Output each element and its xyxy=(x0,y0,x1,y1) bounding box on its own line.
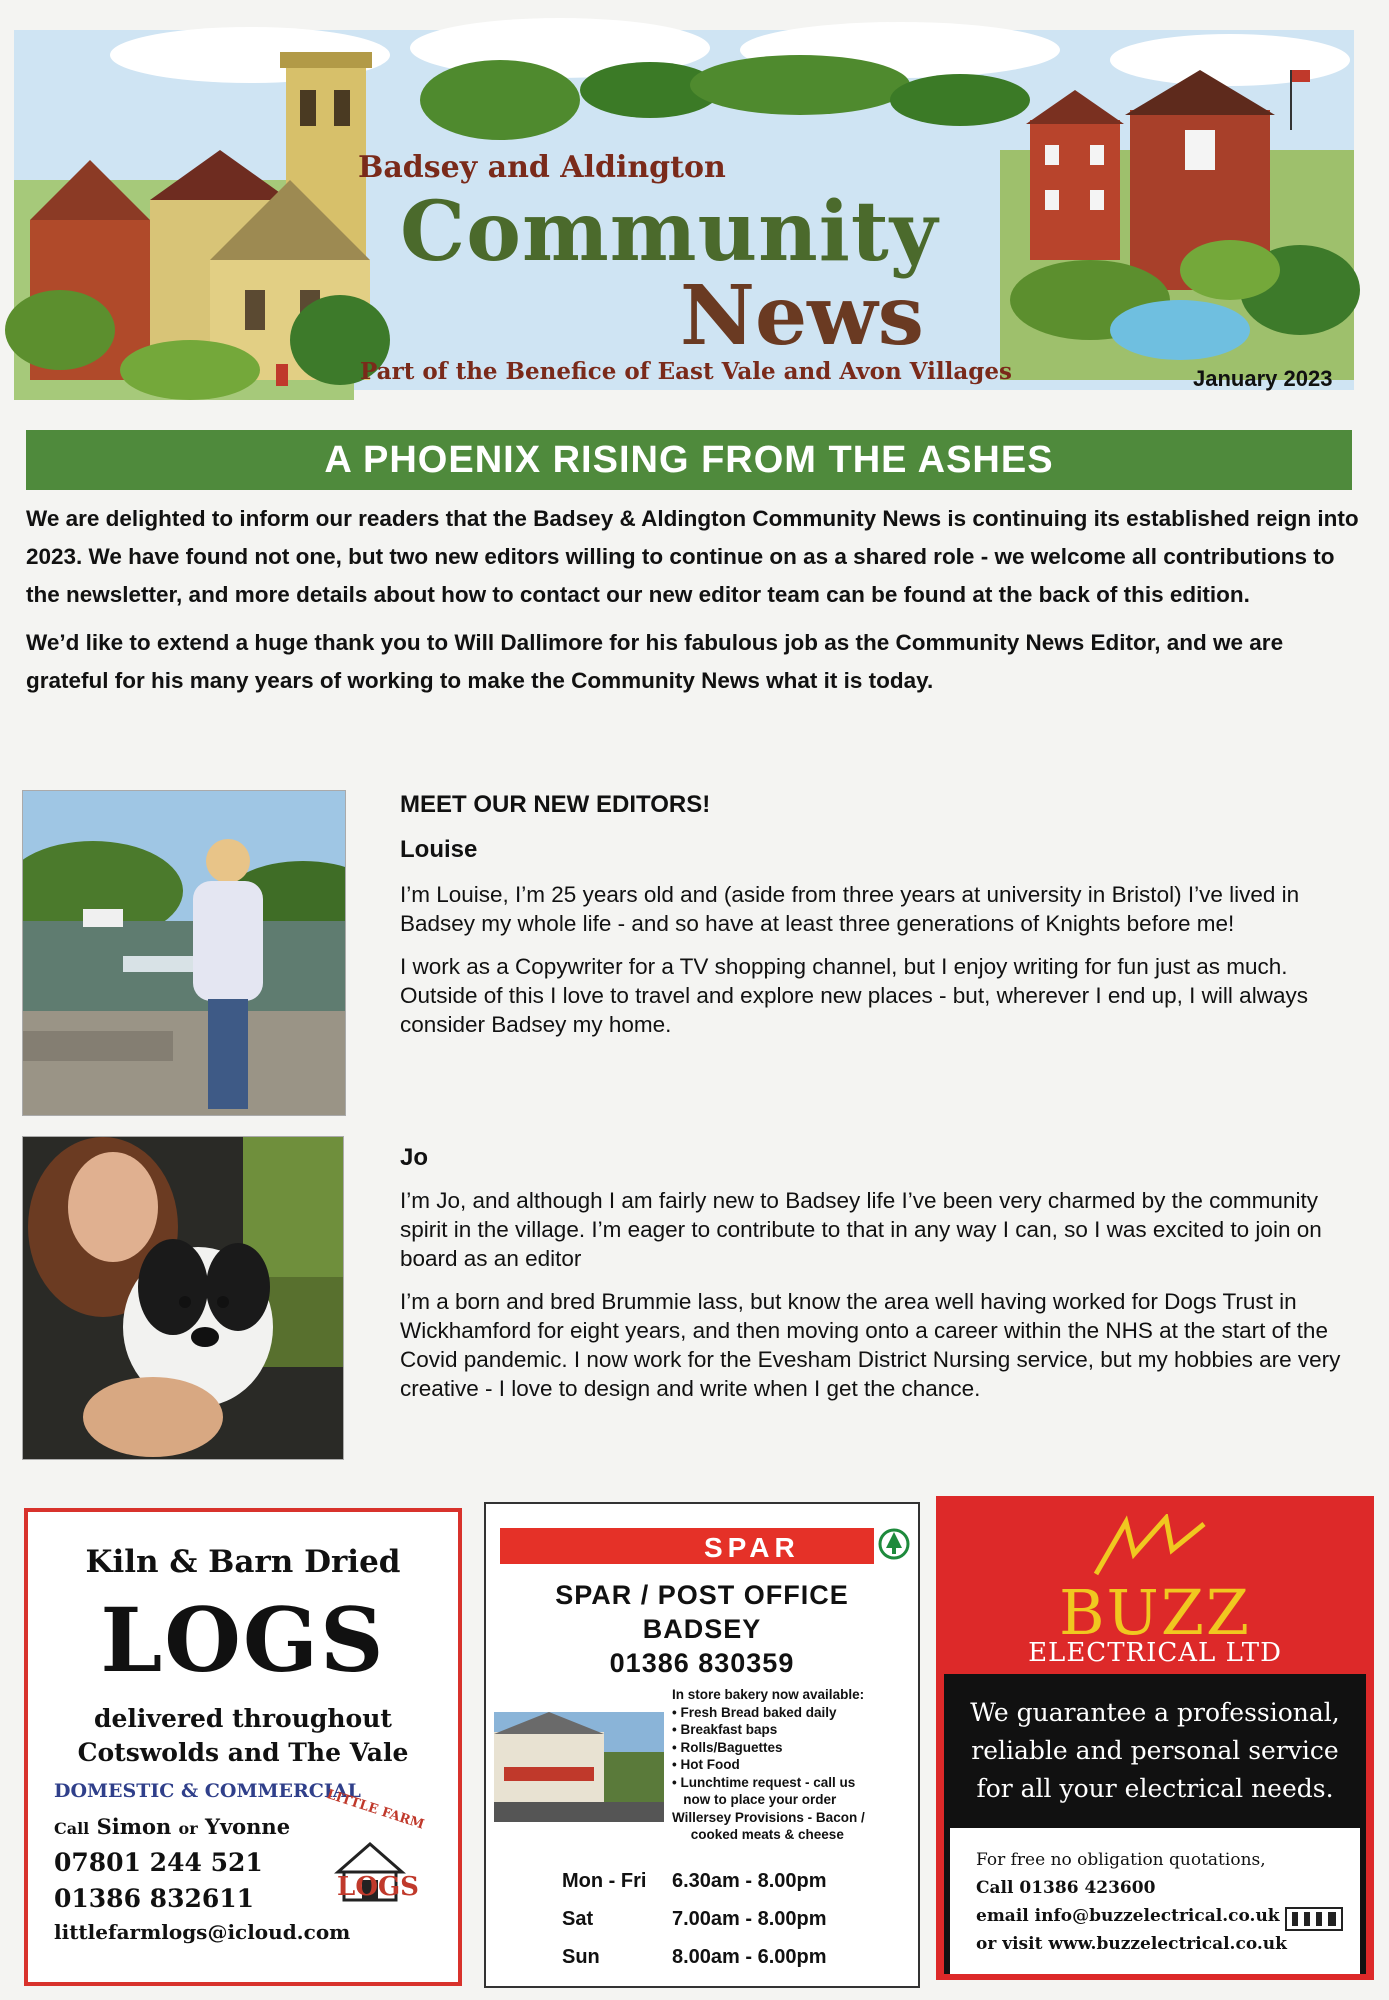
spar-phone: 01386 830359 xyxy=(609,1648,795,1678)
jo-name: Jo xyxy=(400,1144,429,1171)
masthead xyxy=(0,0,1389,420)
hours-row xyxy=(562,1862,827,1900)
lightning-icon xyxy=(1086,1514,1226,1584)
buzz-guarantee-line: We guarantee a professional, xyxy=(970,1698,1340,1727)
jo-paragraph: I’m a born and bred Brummie lass, but know the area well having worked for Dogs Trust in Wickhamford for eight years, and then moving onto a career within the NHS at the start of the Covid pandemic. I now work for the Evesham District Nursing service, but my hobbies are very creative - I love to design and write when I get the chance. xyxy=(400,1289,1341,1401)
spar-list-item: • Fresh Bread baked daily xyxy=(672,1704,837,1720)
spar-list-item: • Breakfast baps xyxy=(672,1722,778,1737)
logs-kiln-text: Kiln & Barn Dried xyxy=(85,1544,401,1580)
hours-day: Sat xyxy=(562,1908,594,1930)
hours-row xyxy=(562,1938,827,1976)
jo-paragraph: I’m Jo, and although I am fairly new to Badsey life I’ve been very charmed by the community spirit in the village. I’m eager to contribute to that in any way I can, so I was excited to join on board as an editor xyxy=(400,1188,1322,1271)
logs-name-yvonne: Yvonne xyxy=(204,1814,291,1839)
spar-opening-hours xyxy=(562,1862,827,1976)
masthead-title-news: News xyxy=(680,268,924,364)
logs-call-line xyxy=(54,1814,290,1839)
spar-place: BADSEY xyxy=(642,1614,762,1644)
logs-delivery-line: Cotswolds and The Vale xyxy=(77,1738,409,1767)
hours-time: 8.00am - 6.00pm xyxy=(672,1946,827,1968)
spar-tree-icon xyxy=(878,1524,910,1564)
louise-photo xyxy=(22,790,346,1116)
logs-name-simon: Simon xyxy=(96,1814,172,1839)
logs-delivery-line: delivered throughout xyxy=(94,1704,392,1733)
louise-name: Louise xyxy=(400,836,478,863)
logs-big-text: LOGS xyxy=(100,1588,386,1692)
spar-list-item: cooked meats & cheese xyxy=(672,1827,844,1842)
buzz-contact-panel xyxy=(950,1828,1360,1974)
buzz-advert xyxy=(936,1496,1374,1980)
intro-paragraph: We are delighted to inform our readers that the Badsey & Aldington Community News is continuing its established reign into 2023. We have found not one, but two new editors willing to continue on as a shared role - we welcome all contributions to the newsletter, and more details about how to contact our new editor team can be found at the back of this edition. xyxy=(26,506,1359,607)
niceic-logo-icon xyxy=(1284,1902,1344,1946)
editors-heading: MEET OUR NEW EDITORS! xyxy=(400,791,711,818)
jo-section xyxy=(400,1143,1370,1417)
jo-photo xyxy=(22,1136,344,1460)
spar-bakery-list xyxy=(672,1686,912,1844)
logs-delivery-text xyxy=(28,1702,458,1770)
spar-list-item: • Lunchtime request - call us xyxy=(672,1774,856,1790)
spar-list-item: now to place your order xyxy=(672,1792,837,1807)
spar-red-bar xyxy=(500,1528,874,1564)
masthead-benefice: Part of the Benefice of East Vale and Avon Villages xyxy=(360,358,1012,385)
little-farm-text: LITTLE FARM xyxy=(324,1787,426,1833)
intro-text xyxy=(26,500,1362,710)
logs-call-label: Call xyxy=(54,1819,90,1838)
logs-advert xyxy=(24,1508,462,1986)
spar-advert xyxy=(484,1502,920,1988)
hours-time: 7.00am - 8.00pm xyxy=(672,1908,827,1930)
hours-time: 6.30am - 8.00pm xyxy=(672,1870,827,1892)
logs-domestic-commercial: DOMESTIC & COMMERCIAL xyxy=(54,1780,361,1802)
hours-day: Sun xyxy=(562,1946,600,1968)
spar-logo: SPAR xyxy=(704,1532,800,1563)
logs-phone-landline: 01386 832611 xyxy=(54,1884,255,1913)
hours-row xyxy=(562,1900,827,1938)
logs-phone-mobile: 07801 244 521 xyxy=(54,1848,263,1877)
issue-date: January 2023 xyxy=(1193,366,1333,391)
buzz-contact xyxy=(976,1846,1287,1958)
logs-email: littlefarmlogs@icloud.com xyxy=(54,1920,351,1944)
headline-banner xyxy=(26,430,1352,490)
spar-list-item: In store bakery now available: xyxy=(672,1687,865,1702)
buzz-guarantee xyxy=(944,1694,1366,1808)
spar-list-item: Willersey Provisions - Bacon / xyxy=(672,1809,865,1825)
logs-or: or xyxy=(178,1819,198,1838)
headline: A PHOENIX RISING FROM THE ASHES xyxy=(324,438,1054,481)
niceic-badge xyxy=(1284,1902,1344,1946)
buzz-contact-line: or visit www.buzzelectrical.co.uk xyxy=(976,1934,1287,1954)
buzz-guarantee-line: for all your electrical needs. xyxy=(976,1774,1334,1803)
spar-list-item: • Hot Food xyxy=(672,1757,740,1772)
buzz-contact-line: For free no obligation quotations, xyxy=(976,1850,1266,1870)
masthead-title-community: Community xyxy=(400,184,939,280)
masthead-subtitle: Badsey and Aldington xyxy=(358,150,726,185)
spar-title xyxy=(486,1578,918,1680)
spar-shop-photo xyxy=(494,1712,664,1822)
intro-paragraph: We’d like to extend a huge thank you to Will Dallimore for his fabulous job as the Community News Editor, and we are grateful for his many years of working to make the Community News what it is today. xyxy=(26,630,1284,693)
little-farm-logs-text: LOGS xyxy=(337,1872,419,1902)
spar-list-item: • Rolls/Baguettes xyxy=(672,1739,783,1755)
louise-paragraph: I work as a Copywriter for a TV shopping channel, but I enjoy writing for fun just as much. Outside of this I love to travel and explore new places - but, wherever I end up, I will always consider Badsey my home. xyxy=(400,954,1308,1037)
buzz-contact-line: Call 01386 423600 xyxy=(976,1878,1156,1898)
buzz-logo: BUZZ xyxy=(1059,1576,1251,1649)
editors-section xyxy=(400,790,1370,1053)
hours-day: Mon - Fri xyxy=(562,1870,647,1892)
spar-title-line: SPAR / POST OFFICE xyxy=(555,1580,849,1610)
buzz-subtitle: ELECTRICAL LTD xyxy=(1028,1638,1282,1668)
buzz-guarantee-line: reliable and personal service xyxy=(971,1736,1339,1765)
buzz-contact-line: email info@buzzelectrical.co.uk xyxy=(976,1906,1280,1926)
louise-paragraph: I’m Louise, I’m 25 years old and (aside from three years at university in Bristol) I’ve lived in Badsey my whole life - and so have at least three generations of Knights before me! xyxy=(400,882,1300,936)
